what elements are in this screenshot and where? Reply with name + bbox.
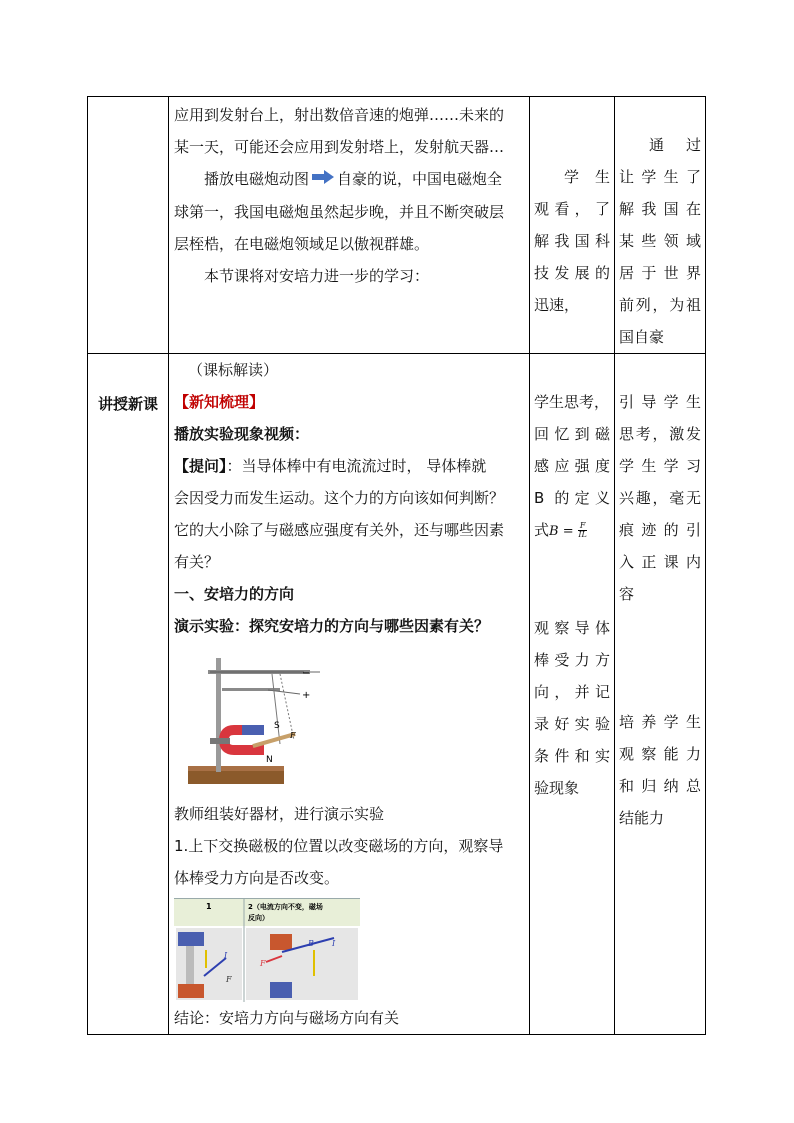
text-line: 技发展的 (534, 264, 610, 282)
text-line: 某一天，可能还会应用到发射塔上，发射航天器… (174, 138, 505, 156)
text-line: 录好实验 (534, 715, 610, 733)
text-line: 球第一，我国电磁炮虽然起步晚，并且不断突破层 (174, 202, 505, 221)
text-line: 入正课内 (619, 553, 701, 571)
text-line: 解我国科 (534, 232, 610, 250)
design-intent-cell (615, 354, 706, 1035)
lesson-plan-table (87, 96, 706, 1035)
text-line: 解我国在 (619, 200, 701, 218)
text-line: 有关？ (174, 553, 220, 571)
field-label: B (308, 939, 314, 948)
design-intent-cell (615, 97, 706, 354)
content-cell (169, 97, 530, 354)
force-label-left: F (226, 975, 232, 984)
right-arrow-icon (311, 164, 335, 196)
text-line: 播放电磁炮动图 自豪的说，中国电磁炮全 (174, 163, 524, 196)
text-line: 让学生了 (619, 168, 701, 186)
text-line: 引导学生 (619, 393, 701, 411)
text-line: 【提问】：当导体棒中有电流流过时， 导体棒就 (174, 457, 487, 475)
stage-cell (88, 97, 169, 354)
text-line: （课标解读） (188, 361, 279, 379)
section-heading: 一、安培力的方向 (174, 585, 295, 603)
text-line: 回忆到磁 (534, 425, 610, 443)
text-line: 居于世界 (619, 264, 701, 282)
text-line: 某些领域 (619, 232, 701, 250)
table-row (88, 354, 706, 1035)
stage-cell (88, 354, 169, 1035)
text-line: 条件和实 (534, 747, 610, 765)
current-label-right: I (332, 939, 336, 948)
text-line: 痕迹的引 (619, 521, 701, 539)
text-line: 思考，激发 (619, 425, 701, 443)
text-line: 向，并记 (534, 683, 610, 701)
section-heading: 【新知梳理】 (174, 393, 265, 411)
magnet-reversal-figure (174, 898, 360, 1002)
definition-formula: B = (549, 524, 574, 539)
text-line: 1.上下交换磁极的位置以改变磁场的方向，观察导 (174, 837, 504, 855)
text-line: 体棒受力方向是否改变。 (174, 869, 340, 887)
figure-col1-header: 1 (206, 902, 212, 911)
force-label-right: F (260, 959, 266, 968)
north-pole-label: N (266, 755, 273, 765)
text-line: 学生思考， (534, 393, 610, 411)
minus-terminal-label: − (302, 668, 311, 679)
text-line: 教师组装好器材，进行演示实验 (174, 805, 385, 823)
text-line: 结论：安培力方向与磁场方向有关 (174, 1009, 400, 1027)
text-line: 迅速， (534, 296, 580, 314)
figure-col2-header-cont: 反向） (248, 914, 269, 922)
text-line: 播放实验现象视频： (174, 425, 310, 443)
text-line: 结能力 (619, 809, 665, 827)
south-pole-label: S (274, 721, 280, 731)
stand-rod (216, 658, 221, 772)
text-line: 验现象 (534, 779, 580, 797)
text-line: 前列，为祖 (619, 296, 701, 314)
text-line: B 的定义 (534, 489, 610, 507)
text-line: 应用到发射台上，射出数倍音速的炮弹……未来的 (174, 106, 505, 124)
table-row (88, 97, 706, 354)
text-line: 它的大小除了与磁感应强度有关外，还与哪些因素 (174, 521, 505, 539)
wooden-base (188, 770, 284, 784)
text-line: 观看，了 (534, 200, 610, 218)
text-line: 培养学生 (619, 713, 701, 731)
text-line: 会因受力而发生运动。这个力的方向该如何判断？ (174, 489, 505, 507)
text-line: 国自豪 (619, 328, 665, 346)
text-line: 本节课将对安培力进一步的学习： (204, 266, 430, 285)
text-line: 容 (619, 585, 635, 603)
force-label: F (290, 731, 296, 740)
experiment-apparatus-figure (182, 652, 322, 792)
text-line: 演示实验：探究安培力的方向与哪些因素有关？ (174, 617, 490, 635)
stage-label: 讲授新课 (97, 395, 158, 413)
figure-col2-header: 2（电流方向不变，磁场 (248, 903, 323, 911)
student-activity-cell (530, 97, 615, 354)
current-label: I (224, 951, 228, 960)
plus-terminal-label: + (302, 690, 311, 701)
text-line: 棒受力方 (534, 651, 610, 669)
text-line: 感应强度 (534, 457, 610, 475)
content-cell (169, 354, 530, 1035)
text-line: 兴趣，毫无 (619, 489, 701, 507)
text-line: 学生学习 (619, 457, 701, 475)
text-line: 观察能力 (619, 745, 701, 763)
text-line: 观察导体 (534, 619, 610, 637)
text-line: 层桎梏，在电磁炮领域足以傲视群雄。 (174, 234, 430, 253)
text-line: 和归纳总 (619, 777, 701, 795)
formula-line: 式B = $\frac{F}{IL}$ (534, 521, 587, 539)
formula-fraction: $\frac{F}{IL}$ (578, 521, 587, 539)
student-activity-cell (530, 354, 615, 1035)
text-line: 学 生 (564, 168, 610, 186)
text-line: 通 过 (649, 136, 701, 154)
